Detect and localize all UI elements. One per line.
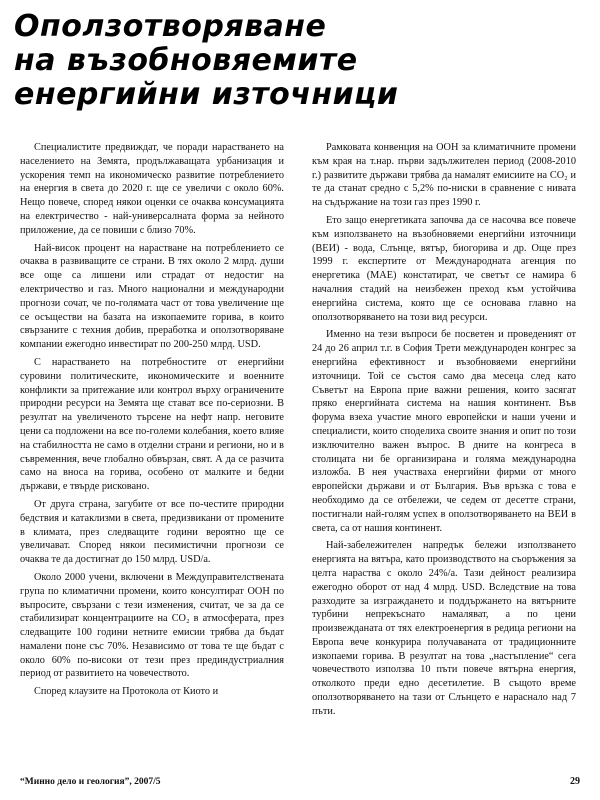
paragraph: Според клаузите на Протокола от Киото и (34, 686, 219, 698)
publication-source: “Минно дело и геология”, 2007/5 (20, 777, 161, 787)
paragraph: Специалистите предвиждат, че поради нарастването на населението на Земята, продължаващата урбанизация и ускорения темп на икономическо развитие потреблението на енергия в света до 2020 г. ще се увеличи с около 60%. Нещо повече, според някои оценки се очаква консумацията на електричество - най-универсалната форма за нейното приложение, да се повиши с близо 70%. (20, 142, 284, 236)
page-number: 29 (570, 776, 580, 787)
paragraph: Около 2000 учени, включени в Междуправителствената група по климатични промени, които консултират ООН по въпросите, свързани с тези изменения, считат, че за да се стабилизират концентрациите на CO₂ в атмосферата, през следващите 100 години нетните емисии трябва да бъдат намалени поне със 70%. Независимо от това те ще бъдат с около 60% по-високи от тези през прединдустриалния период от развитието на човечеството. (20, 571, 284, 680)
paragraph: Рамковата конвенция на ООН за климатичните промени към края на т.нар. първи задължителен период (2008-2010 г.) развитите държави трябва да намалят емисиите на CO₂ и те да станат средно с 5,2% по-ниски в сравнение с нивата на съдържание на този газ през 1990 г. (312, 142, 576, 209)
paragraph: Най-висок процент на нарастване на потреблението се очаква в развиващите се страни. В тях около 2 млрд. души все още са лишени или страдат от недостиг на електричество и газ. Много национални и международни прогнози сочат, че по-голямата част от това увеличение ще се осъществи на базата на изкопаемите горива, в които свързаните с техния добив, преработка и оползотворяване компании ежегодно инвестират по 200-250 млрд. USD. (20, 242, 284, 351)
page-footer (20, 776, 580, 787)
paragraph: Именно на тези въпроси бе посветен и проведеният от 24 до 26 април т.г. в София Трети международен конгрес за енергийна ефективност и възобновяеми енергийни източници. Той се състоя само два месеца след като Съветът на Европа прие важни решения, които засягат пряко енергийната система на нашия континент. Във форума взеха участие много европейски и наши учени и специалисти, които споделиха своите знания и опит по този изключително важен въпрос. В дните на конгреса в столицата ни бе организирана и голяма международна изложба. В нея участваха енергийни фирми от много европейски държави и от България. Във връзка с това е необходимо да се отбележи, че седем от десетте страни, постигнали най-голям успех в оползотворяването на ВЕИ в света, са от нашия континент. (312, 329, 576, 534)
article-headline (14, 10, 574, 112)
paragraph: От друга страна, загубите от все по-честите природни бедствия и катаклизми в света, предизвикани от промените в климата, през следващите години вероятно ще се увеличават. Според някои песимистични прогнози се очаква те да достигнат до 150 млрд. USD/a. (20, 498, 284, 566)
headline-line: енергийни източници (14, 77, 399, 112)
left-text-column (20, 141, 284, 769)
right-text-column (312, 141, 576, 769)
headline-line: на възобновяемите (14, 43, 358, 78)
headline-line: Оползотворяване (14, 9, 327, 44)
paragraph: Ето защо енергетиката започва да се насочва все повече към използването на възобновяеми енергийни източници (ВЕИ) - вода, Слънце, вятър, биогорива и др. Още през 1999 г. експертите от Международната агенция по енергетика (МАЕ) констатират, че светът се намира 6 началния стадий на неизбежен преход към устойчива енергийна система, която ще се основава главно на оползотворяването на този вид ресурси. (312, 214, 576, 323)
paragraph: Най-забележителен напредък бележи използването енергията на вятъра, като производството на съоръжения за целта нараства с около 24%/a. Тази дейност реализира ежегодно оборот от над 4 млрд. USD. Вследствие на това разходите за изграждането и поддържането на вятърните турбини непрекъснато намаляват, а по цени произвежданата от тях електроенергия в редица региони на Европа вече конкурира получаваната от традиционните изкопаеми горива. В резултат на това „настъпление“ сега човечеството използва 10 пъти повече вятърна енергия, отколкото преди едно десетилетие. В същото време оползотворяването на тази от Слънцето е нараснало над 7 пъти. (312, 540, 576, 717)
paragraph: С нарастването на потребностите от енергийни суровини политическите, икономическите и военните конфликти за притежание или контрол върху ограничените природни ресурси на Земята ще стават все по-сериозни. В резултат на увеличеното търсене на нефт напр. неговите цени са подложени на все по-големи колебания, което влияе на стабилността не само в отделни страни и региони, но и в съвременния, вече глобално обвързан, свят. А да се разчита само на вноса на горива, особено от малките и бедни държави, е твърде рисковано. (20, 356, 284, 493)
